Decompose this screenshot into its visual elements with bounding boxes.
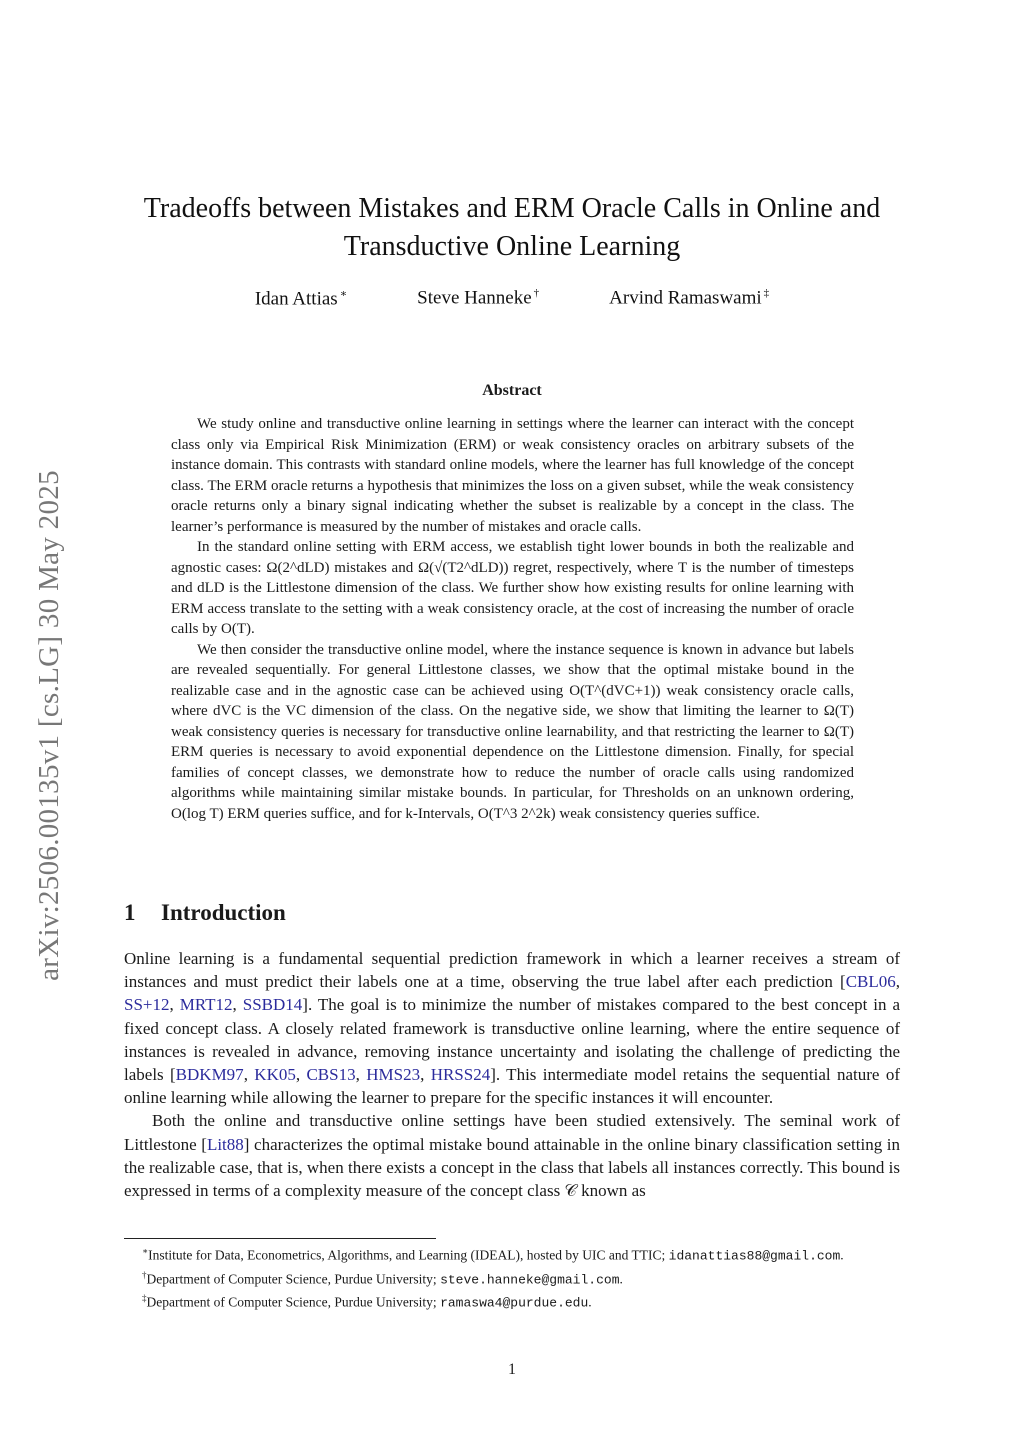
footnote-email[interactable]: ramaswa4@purdue.edu (440, 1295, 589, 1311)
citation-link[interactable]: HMS23 (366, 1065, 421, 1085)
abstract-paragraph-2: In the standard online setting with ERM access, we establish tight lower bounds in both the realizable and agnostic cases: Ω(2^dLD) mistakes and Ω(√(T2^dLD)) regret, respectively, where T is the number of timesteps and dLD is the Littlestone dimension of the class. We further show how existing results for online learning with ERM access translate to the setting with a weak consistency oracle, at the cost of increasing the number of oracle calls by O(T). (171, 539, 854, 637)
footnote-1: ∗Institute for Data, Econometrics, Algorithms, and Learning (IDEAL), hosted by UIC and TTIC; idanattias88@gmail.com. (142, 1246, 844, 1264)
text-run: Both the online and transductive online settings have been studied extensively. The seminal work of Littlestone [ (124, 1111, 900, 1154)
footnote-text: Department of Computer Science, Purdue University; (146, 1294, 437, 1310)
footnote-text: Department of Computer Science, Purdue University; (146, 1271, 437, 1286)
author-footnote-mark: ‡ (763, 287, 770, 299)
citation-link[interactable]: BDKM97 (175, 1065, 244, 1085)
section-title: Introduction (161, 900, 286, 925)
footnote-mark: † (142, 1269, 147, 1280)
footnote-text: Institute for Data, Econometrics, Algorithms, and Learning (IDEAL), hosted by UIC and TTIC; (148, 1247, 666, 1263)
text-run: Online learning is a fundamental sequential prediction framework in which a learner receives a stream of instances and must predict their labels one at a time, observing the true label after each prediction [ (124, 949, 900, 992)
arxiv-identifier: arXiv:2506.00135v1 [cs.LG] 30 May 2025 (32, 469, 65, 981)
footnote-mark: ∗ (142, 1246, 149, 1256)
abstract-heading: Abstract (482, 382, 542, 399)
author-2 (417, 287, 539, 310)
citation-link[interactable]: Lit88 (206, 1134, 244, 1154)
section-heading (124, 900, 286, 926)
author-1 (255, 287, 347, 310)
citation-link[interactable]: MRT12 (179, 995, 233, 1015)
intro-paragraph-1: Online learning is a fundamental sequential prediction framework in which a learner receives a stream of instances and must predict their labels one at a time, observing the true label after each prediction [CBL06, SS+12, MRT12, SSBD14]. The goal is to minimize the number of mistakes compared to the best concept in a fixed concept class. A closely related framework is transductive online learning, where the entire sequence of instances is revealed in advance, removing instance uncertainty and isolating the challenge of predicting the labels [BDKM97, KK05, CBS13, HMS23, HRSS24]. This intermediate model retains the sequential nature of online learning while allowing the learner to prepare for the specific instances it will encounter. (124, 949, 901, 1108)
author-name: Arvind Ramaswami (609, 287, 762, 309)
author-list (0, 287, 1024, 310)
abstract-paragraph-3: We then consider the transductive online model, where the instance sequence is known in advance but labels are revealed sequentially. For general Littlestone classes, we show that the optimal mistake bound in the realizable case and in the agnostic case can be achieved using O(T^(dVC+1)) weak consistency oracle calls, where dVC is the VC dimension of the class. On the negative side, we show that limiting the learner to Ω(T) weak consistency queries is necessary for transductive online learnability, and that restricting the learner to Ω(T) ERM queries is necessary to avoid exponential dependence on the Littlestone dimension. Finally, for special families of concept classes, we demonstrate how to reduce the number of oracle calls using randomized algorithms while maintaining similar mistake bounds. In particular, for Thresholds on an unknown ordering, O(log T) ERM queries suffice, and for k-Intervals, O(T^3 2^2k) weak consistency queries suffice. (171, 641, 854, 822)
citation-link[interactable]: KK05 (254, 1065, 296, 1085)
text-run: ] characterizes the optimal mistake bound attainable in the online binary classification setting in the realizable case, that is, when there exists a concept in the class that labels all instances correctly. This bound is expressed in terms of a complexity measure of the concept class 𝒞 known as (124, 1134, 900, 1201)
citation-link[interactable]: HRSS24 (430, 1065, 491, 1085)
intro-paragraph-2 (124, 1109, 900, 1202)
footnote-3: ‡Department of Computer Science, Purdue University; ramaswa4@purdue.edu. (142, 1293, 592, 1311)
arxiv-identifier-margin (27, 420, 71, 1030)
author-footnote-mark: ∗ (339, 288, 348, 300)
footnotes (124, 1242, 900, 1313)
page-number: 1 (508, 1361, 516, 1378)
abstract-paragraph-1: We study online and transductive online learning in settings where the learner can interact with the concept class only via Empirical Risk Minimization (ERM) or weak consistency oracles on arbitrary subsets of the instance domain. This contrasts with standard online models, where the learner has full knowledge of the concept class. The ERM oracle returns a hypothesis that minimizes the loss on a given subset, while the weak consistency oracle returns only a binary signal indicating whether the subset is realizable by a concept in the class. The learner’s performance is measured by the number of mistakes and oracle calls. (171, 416, 854, 535)
author-name: Idan Attias (254, 288, 338, 310)
footnote-email[interactable]: idanattias88@gmail.com (668, 1248, 841, 1264)
introduction-body (124, 947, 900, 1202)
paper-title (100, 190, 924, 266)
citation-link[interactable]: SS+12 (124, 995, 170, 1015)
footnote-2: †Department of Computer Science, Purdue University; steve.hanneke@gmail.com. (142, 1269, 623, 1287)
title-line-2: Transductive Online Learning (343, 231, 681, 262)
section-number: 1 (124, 900, 136, 925)
citation-link[interactable]: SSBD14 (242, 995, 303, 1015)
footnote-email[interactable]: steve.hanneke@gmail.com (440, 1272, 620, 1287)
text-run: ]. This intermediate model retains the sequential nature of online learning while allowing the learner to prepare for the specific instances it will encounter. (124, 1065, 900, 1108)
author-footnote-mark: † (533, 287, 540, 299)
citation-link[interactable]: CBL06 (845, 972, 896, 992)
author-name: Steve Hanneke (417, 287, 532, 309)
abstract (171, 414, 854, 824)
title-line-1: Tradeoffs between Mistakes and ERM Oracle Calls in Online and (143, 193, 881, 224)
footnote-rule (124, 1238, 436, 1239)
author-3 (609, 287, 769, 310)
citation-link[interactable]: CBS13 (306, 1065, 356, 1085)
footnote-mark: ‡ (142, 1293, 147, 1303)
text-run: ]. The goal is to minimize the number of mistakes compared to the best concept in a fixed concept class. A closely related framework is transductive online learning, where the entire sequence of instances is revealed in advance, removing instance uncertainty and isolating the challenge of predicting the labels [ (124, 995, 901, 1085)
